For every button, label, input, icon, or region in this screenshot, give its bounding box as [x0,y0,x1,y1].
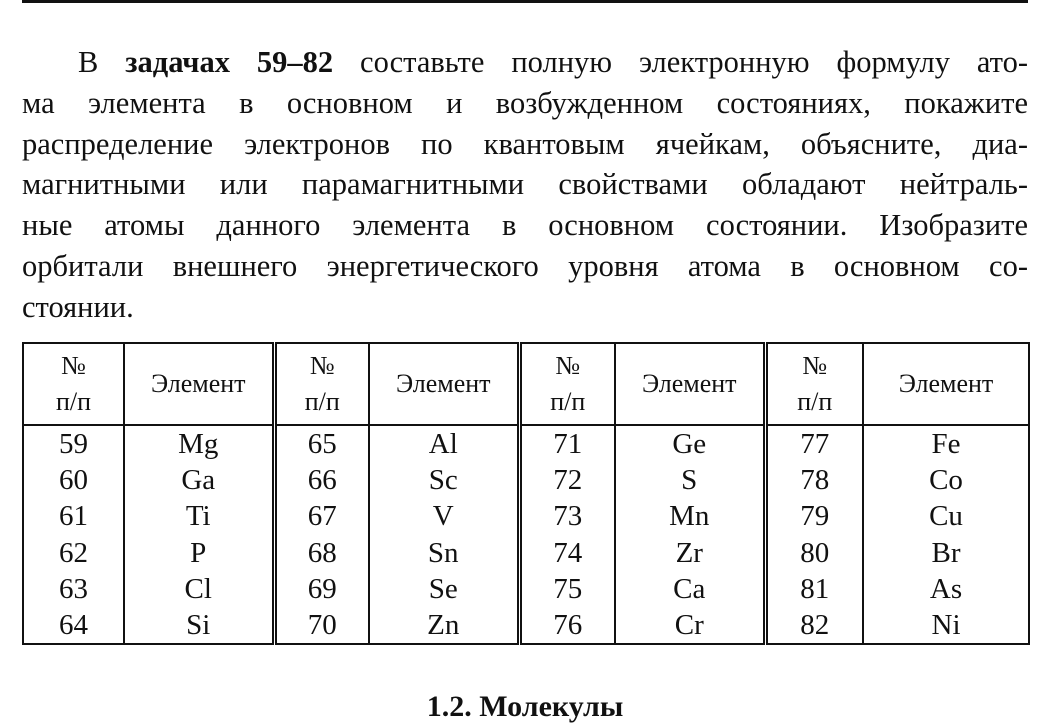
element-symbol: Zr [615,535,765,571]
next-section-heading: 1.2. Молекулы [426,690,624,723]
task-line-3: распределение электронов по квантовым ячейкам, объясните, диа- [22,126,1028,161]
task-number: 70 [274,607,369,644]
element-symbol: S [615,462,765,498]
element-symbol: As [863,571,1029,607]
element-symbol: Cl [124,571,274,607]
task-number: 77 [765,425,863,462]
table-row [23,462,1029,498]
task-number: 82 [765,607,863,644]
element-symbol: Cu [863,498,1029,534]
element-symbol: P [124,535,274,571]
task-number: 80 [765,535,863,571]
task-number: 71 [519,425,615,462]
element-header: Элемент [369,343,519,425]
element-symbol: Ge [615,425,765,462]
table-row [23,425,1029,462]
element-symbol: Se [369,571,519,607]
element-symbol: Ga [124,462,274,498]
element-symbol: Zn [369,607,519,644]
num-header: № п/п [519,343,615,425]
element-symbol: Fe [863,425,1029,462]
task-number: 66 [274,462,369,498]
table-row [23,571,1029,607]
task-number: 62 [23,535,124,571]
table-row [23,535,1029,571]
task-number: 75 [519,571,615,607]
element-symbol: Co [863,462,1029,498]
task-number: 68 [274,535,369,571]
table-row [23,607,1029,644]
task-number: 65 [274,425,369,462]
task-number: 67 [274,498,369,534]
element-symbol: Cr [615,607,765,644]
task-number: 64 [23,607,124,644]
element-symbol: Mg [124,425,274,462]
task-number: 74 [519,535,615,571]
num-header: № п/п [23,343,124,425]
element-header: Элемент [124,343,274,425]
task-number: 69 [274,571,369,607]
task-number: 61 [23,498,124,534]
task-range: задачах 59–82 [125,45,334,79]
element-symbol: Sn [369,535,519,571]
task-line-7: стоянии. [22,289,134,324]
task-number: 73 [519,498,615,534]
elements-table [22,342,1030,645]
task-line-2: ма элемента в основном и возбужденном состояниях, покажите [22,85,1028,120]
element-symbol: Si [124,607,274,644]
element-symbol: Ni [863,607,1029,644]
element-symbol: Ca [615,571,765,607]
element-symbol: V [369,498,519,534]
element-symbol: Al [369,425,519,462]
table-row [23,498,1029,534]
table-header-row [23,343,1029,425]
top-rule [22,0,1028,3]
task-number: 72 [519,462,615,498]
element-symbol: Br [863,535,1029,571]
element-header: Элемент [615,343,765,425]
task-line-6: орбитали внешнего энергетического уровня атома в основном со- [22,248,1028,283]
task-number: 63 [23,571,124,607]
task-line-4: магнитными или парамагнитными свойствами обладают нейтраль- [22,167,1028,202]
task-number: 78 [765,462,863,498]
task-line-5: ные атомы данного элемента в основном состоянии. Изобразите [22,208,1028,243]
task-number: 60 [23,462,124,498]
num-header: № п/п [274,343,369,425]
element-header: Элемент [863,343,1029,425]
task-description [22,42,1028,328]
task-number: 79 [765,498,863,534]
element-symbol: Ti [124,498,274,534]
task-number: 59 [23,425,124,462]
element-symbol: Sc [369,462,519,498]
task-number: 81 [765,571,863,607]
task-line-1: В задачах 59–82 составьте полную электронную формулу ато- [78,45,1029,79]
task-number: 76 [519,607,615,644]
element-symbol: Mn [615,498,765,534]
num-header: № п/п [765,343,863,425]
